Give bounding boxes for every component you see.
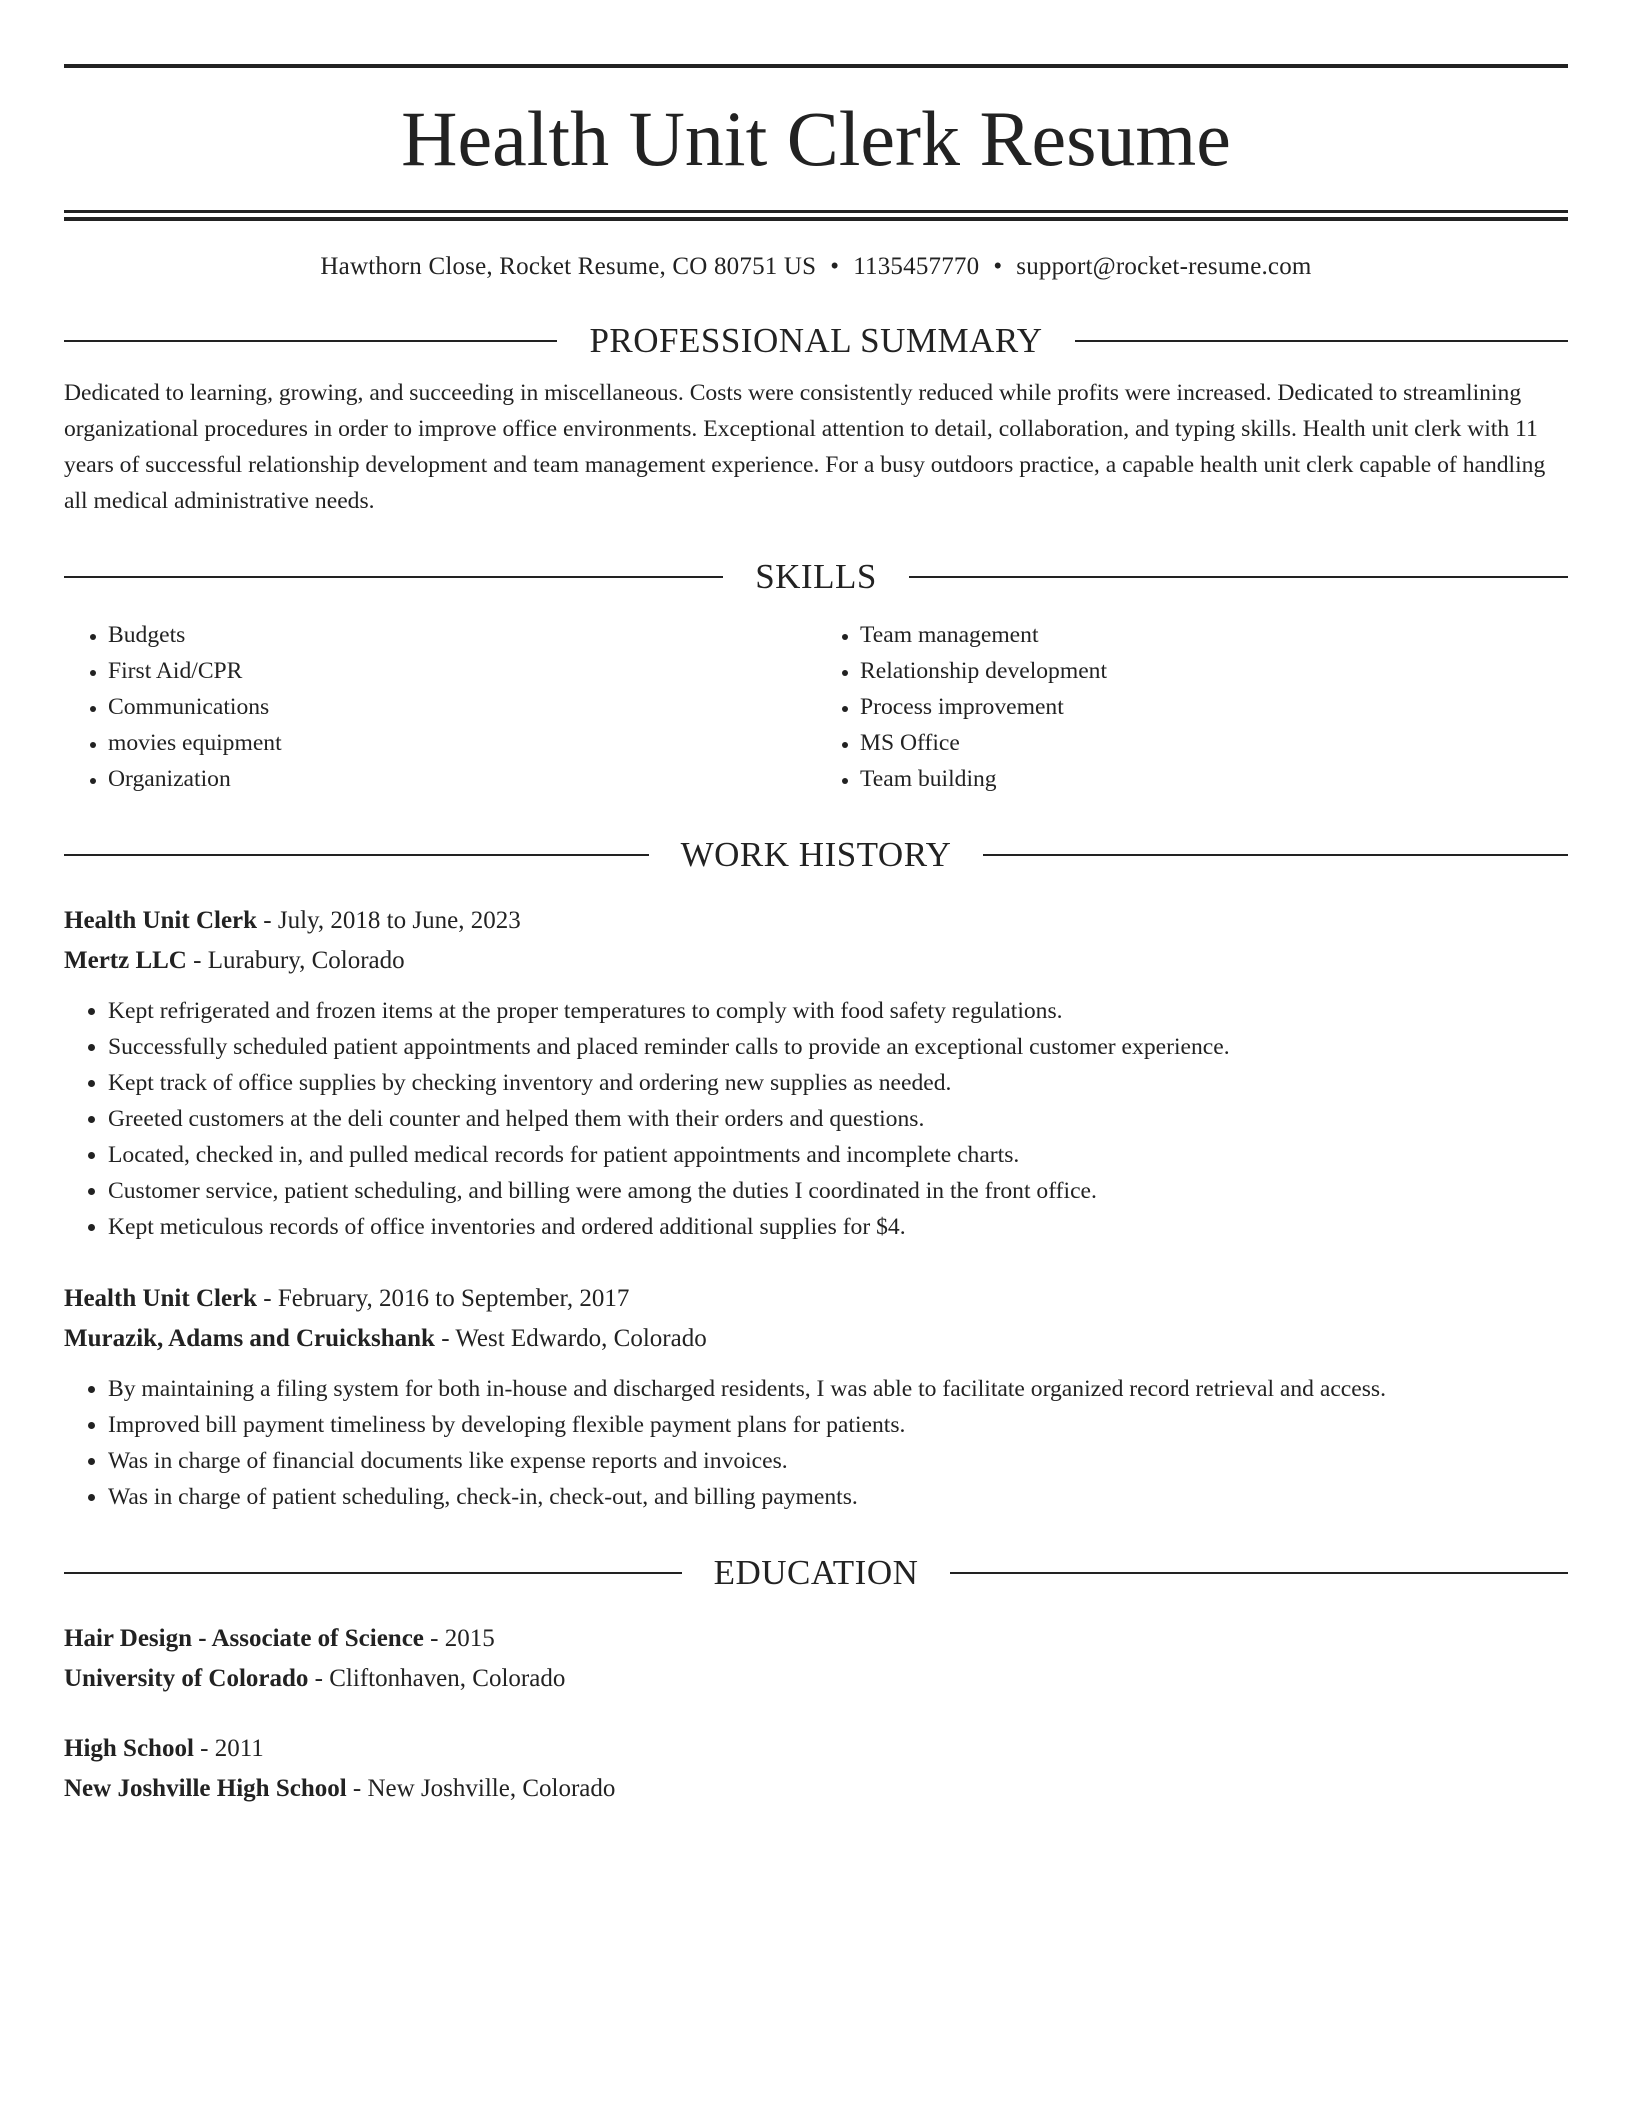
job-company-line: Murazik, Adams and Cruickshank - West Edwardo, Colorado <box>64 1325 707 1352</box>
contact-address: Hawthorn Close, Rocket Resume, CO 80751 US <box>320 253 817 280</box>
work-section-heading <box>64 833 1568 877</box>
skills-section-heading <box>64 555 1568 599</box>
education-year: 2011 <box>214 1735 264 1762</box>
contact-separator: • <box>993 253 1003 280</box>
education-degree-line: High School - 2011 <box>64 1735 264 1762</box>
job-bullets <box>64 1371 1568 1515</box>
heading-rule-left <box>64 1572 682 1574</box>
heading-rule-right <box>1075 340 1568 342</box>
education-school-line: University of Colorado - Cliftonhaven, Colorado <box>64 1665 566 1692</box>
skills-column-right <box>816 617 1568 797</box>
summary-text: Dedicated to learning, growing, and succeeding in miscellaneous. Costs were consistently reduced while profits were increased. Dedicated to streamlining organizational procedures in order to improve office environments. Exceptional attention to detail, collaboration, and typing skills. Health unit clerk with 11 years of successful relationship development and team management experience. For a busy outdoors practice, a capable health unit clerk capable of handling all medical administrative needs. <box>64 380 1546 514</box>
job-company-line: Mertz LLC - Lurabury, Colorado <box>64 947 405 974</box>
education-heading-label: EDUCATION <box>713 1553 919 1592</box>
contact-separator: • <box>830 253 840 280</box>
work-heading-label: WORK HISTORY <box>680 835 952 874</box>
job-bullet: • Successfully scheduled patient appointments and placed reminder calls to provide an exceptional customer experience. <box>108 1029 1568 1065</box>
education-location: New Joshville, Colorado <box>367 1775 616 1802</box>
skill-item: • Organization <box>108 761 816 797</box>
job-bullet: • Customer service, patient scheduling, and billing were among the duties I coordinated in the front office. <box>108 1173 1568 1209</box>
contact-phone: 1135457770 <box>853 253 980 280</box>
job-company: Mertz LLC <box>64 947 187 974</box>
job-title-line: Health Unit Clerk - July, 2018 to June, 2023 <box>64 907 521 934</box>
education-location: Cliftonhaven, Colorado <box>329 1665 566 1692</box>
heading-rule-left <box>64 340 557 342</box>
heading-rule-right <box>909 576 1568 578</box>
job-bullet: • Kept meticulous records of office inventories and ordered additional supplies for $4. <box>108 1209 1568 1245</box>
education-year: 2015 <box>444 1625 495 1652</box>
education-school: New Joshville High School <box>64 1775 347 1802</box>
job-bullet: • Was in charge of financial documents like expense reports and invoices. <box>108 1443 1568 1479</box>
job-bullet: • Located, checked in, and pulled medical records for patient appointments and incomplete charts. <box>108 1137 1568 1173</box>
job-bullet: • By maintaining a filing system for both in-house and discharged residents, I was able to facilitate organized record retrieval and access. <box>108 1371 1568 1407</box>
education-school-line: New Joshville High School - New Joshville, Colorado <box>64 1775 616 1802</box>
job-company: Murazik, Adams and Cruickshank <box>64 1325 435 1352</box>
job-bullet: • Was in charge of patient scheduling, check-in, check-out, and billing payments. <box>108 1479 1568 1515</box>
education-degree-line: Hair Design - Associate of Science - 2015 <box>64 1625 495 1652</box>
title-double-rule <box>64 210 1568 221</box>
job-dates: February, 2016 to September, 2017 <box>277 1285 630 1312</box>
job-bullet: • Kept track of office supplies by checking inventory and ordering new supplies as needed. <box>108 1065 1568 1101</box>
education-entry <box>64 1729 1568 1809</box>
resume-page <box>64 64 1568 1809</box>
skill-item: • First Aid/CPR <box>108 653 816 689</box>
skills-heading-label: SKILLS <box>755 557 877 596</box>
skill-item: • Communications <box>108 689 816 725</box>
heading-rule-left <box>64 576 723 578</box>
education-degree: High School <box>64 1735 194 1762</box>
job-entry <box>64 1279 1568 1515</box>
skill-item: • Team management <box>860 617 1568 653</box>
contact-email: support@rocket-resume.com <box>1016 253 1312 280</box>
job-dates: July, 2018 to June, 2023 <box>277 907 521 934</box>
skill-item: • Team building <box>860 761 1568 797</box>
job-bullet: • Kept refrigerated and frozen items at the proper temperatures to comply with food safety regulations. <box>108 993 1568 1029</box>
job-bullet: • Improved bill payment timeliness by developing flexible payment plans for patients. <box>108 1407 1568 1443</box>
contact-line <box>64 251 1568 283</box>
skill-item: • MS Office <box>860 725 1568 761</box>
heading-rule-left <box>64 854 649 856</box>
summary-section-heading <box>64 319 1568 363</box>
job-entry <box>64 901 1568 1245</box>
skill-item: • movies equipment <box>108 725 816 761</box>
summary-heading-label: PROFESSIONAL SUMMARY <box>589 321 1043 360</box>
education-school: University of Colorado <box>64 1665 309 1692</box>
resume-title: Health Unit Clerk Resume <box>401 95 1231 182</box>
skills-column-left <box>64 617 816 797</box>
job-title: Health Unit Clerk <box>64 1285 258 1312</box>
skill-item: • Budgets <box>108 617 816 653</box>
job-bullets <box>64 993 1568 1245</box>
job-location: West Edwardo, Colorado <box>455 1325 707 1352</box>
job-title: Health Unit Clerk <box>64 907 258 934</box>
skill-item: • Process improvement <box>860 689 1568 725</box>
heading-rule-right <box>983 854 1568 856</box>
education-entry <box>64 1619 1568 1699</box>
heading-rule-right <box>950 1572 1568 1574</box>
job-bullet: • Greeted customers at the deli counter and helped them with their orders and questions. <box>108 1101 1568 1137</box>
skills-list <box>64 617 1568 797</box>
education-degree: Hair Design - Associate of Science <box>64 1625 424 1652</box>
job-title-line: Health Unit Clerk - February, 2016 to September, 2017 <box>64 1285 630 1312</box>
education-section-heading <box>64 1551 1568 1595</box>
job-location: Lurabury, Colorado <box>207 947 405 974</box>
skill-item: • Relationship development <box>860 653 1568 689</box>
